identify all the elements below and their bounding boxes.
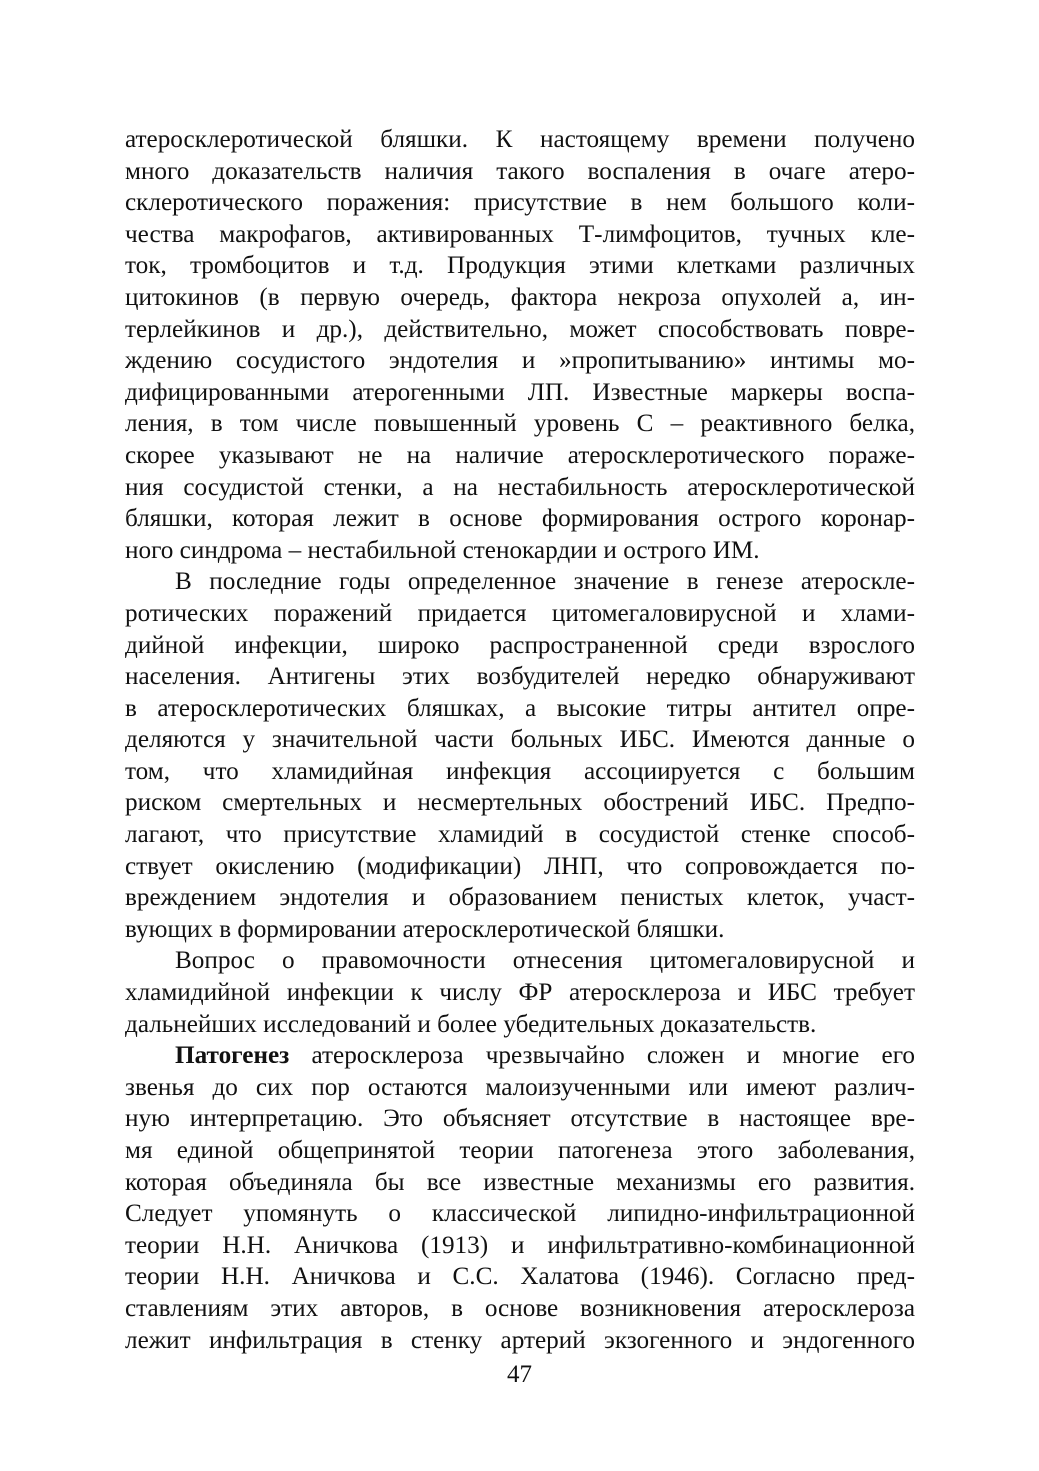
line-text: звенья до сих пор остаются малоизученными или имеют различ-: [125, 1073, 915, 1101]
text-line: [125, 1325, 915, 1357]
body-text: [125, 124, 915, 1356]
line-text: дифицированными атерогенными ЛП. Известные маркеры воспа-: [125, 378, 915, 406]
text-line: [125, 693, 915, 725]
text-line: [125, 787, 915, 819]
text-line: [125, 250, 915, 282]
text-line: [125, 314, 915, 346]
line-text: том, что хламидийная инфекция ассоциируется с большим: [125, 757, 915, 785]
line-text: ную интерпретацию. Это объясняет отсутствие в настоящее вре-: [125, 1105, 915, 1133]
line-text: ния сосудистой стенки, а на нестабильность атеросклеротической: [125, 473, 915, 501]
text-line: [125, 882, 915, 914]
line-text: атеросклеротической бляшки. К настоящему времени получено: [125, 126, 915, 153]
line-text: населения. Антигены этих возбудителей нередко обнаруживают: [125, 663, 915, 691]
line-text: ствует окислению (модификации) ЛНП, что сопровождается по-: [125, 852, 915, 880]
text-line: [125, 124, 915, 156]
text-line: [125, 219, 915, 251]
text-line: [125, 724, 915, 756]
line-text: вреждением эндотелия и образованием пенистых клеток, участ-: [125, 884, 915, 912]
line-text: теории Н.Н. Аничкова (1913) и инфильтративно-комбинационной: [125, 1231, 915, 1259]
line-text: скорее указывают не на наличие атеросклеротического пораже-: [125, 441, 915, 469]
line-text: хламидийной инфекции к числу ФР атеросклероза и ИБС требует: [125, 979, 915, 1007]
line-text: деляются у значительной части больных ИБС. Имеются данные о: [125, 726, 915, 754]
text-line: [125, 408, 915, 440]
text-line: [125, 945, 915, 977]
line-text: Вопрос о правомочности отнесения цитомегаловирусной и: [175, 947, 915, 975]
text-line: [125, 1198, 915, 1230]
text-line: [125, 440, 915, 472]
text-line: [125, 1072, 915, 1104]
page-number: 47: [507, 1361, 532, 1388]
text-line: [125, 187, 915, 219]
text-line: [125, 819, 915, 851]
text-line: [125, 598, 915, 630]
line-text: ток, тромбоцитов и т.д. Продукция этими клетками различных: [125, 252, 915, 280]
line-text: терлейкинов и др.), действительно, может способствовать повре-: [125, 315, 915, 343]
line-text: ставлениям этих авторов, в основе возникновения атеросклероза: [125, 1294, 915, 1322]
line-text: В последние годы определенное значение в генезе атероскле-: [175, 568, 915, 596]
line-text: лагают, что присутствие хламидий в сосудистой стенке способ-: [125, 821, 915, 849]
line-text: в атеросклеротических бляшках, а высокие титры антител опре-: [125, 694, 915, 722]
text-line: [125, 977, 915, 1009]
text-line: [125, 535, 915, 567]
text-line: [125, 1040, 915, 1072]
text-line: [125, 756, 915, 788]
text-line: [125, 1230, 915, 1262]
line-text: теории Н.Н. Аничкова и С.С. Халатова (1946). Согласно пред-: [125, 1263, 915, 1291]
line-text: Следует упомянуть о классической липидно-инфильтрационной: [125, 1200, 915, 1228]
text-line: [125, 1103, 915, 1135]
line-text: ления, в том числе повышенный уровень С – реактивного белка,: [125, 410, 915, 438]
text-line: [125, 1293, 915, 1325]
line-text: дийной инфекции, широко распространенной среди взрослого: [125, 631, 915, 659]
line-text: лежит инфильтрация в стенку артерий экзогенного и эндогенного: [125, 1326, 915, 1354]
paragraph: [125, 945, 915, 1040]
line-text: бляшки, которая лежит в основе формирования острого коронар-: [125, 505, 915, 533]
bold-lead-term: Патогенез: [175, 1042, 290, 1070]
paragraph: [125, 1040, 915, 1356]
text-line: [125, 377, 915, 409]
line-text: вующих в формировании атеросклеротической бляшки.: [125, 915, 725, 943]
text-line: [125, 1261, 915, 1293]
paragraph: [125, 566, 915, 945]
paragraph: [125, 124, 915, 566]
text-line: [125, 566, 915, 598]
line-text: много доказательств наличия такого воспаления в очаге атеро-: [125, 157, 915, 185]
line-text: ного синдрома – нестабильной стенокардии и острого ИМ.: [125, 536, 760, 564]
line-text: цитокинов (в первую очередь, фактора некроза опухолей а, ин-: [125, 283, 915, 311]
text-line: [125, 1135, 915, 1167]
line-text: ротических поражений придается цитомегаловирусной и хлами-: [125, 599, 915, 627]
line-text: дальнейших исследований и более убедительных доказательств.: [125, 1010, 817, 1038]
text-line: [125, 345, 915, 377]
line-text: которая объединяла бы все известные механизмы его развития.: [125, 1168, 915, 1196]
line-text: склеротического поражения: присутствие в нем большого коли-: [125, 189, 915, 217]
line-text: чества макрофагов, активированных Т-лимфоцитов, тучных кле-: [125, 220, 915, 248]
line-text: мя единой общепринятой теории патогенеза этого заболевания,: [125, 1137, 915, 1164]
line-text: атеросклероза чрезвычайно сложен и многие его: [289, 1042, 915, 1070]
text-line: [125, 282, 915, 314]
line-text: риском смертельных и несмертельных обострений ИБС. Предпо-: [125, 789, 915, 817]
text-line: [125, 1009, 915, 1041]
line-text: ждению сосудистого эндотелия и »пропитыванию» интимы мо-: [125, 347, 915, 375]
text-line: [125, 851, 915, 883]
text-line: [125, 1167, 915, 1199]
text-line: [125, 156, 915, 188]
text-line: [125, 503, 915, 535]
text-line: [125, 914, 915, 946]
text-line: [125, 661, 915, 693]
text-line: [125, 472, 915, 504]
text-line: [125, 630, 915, 662]
